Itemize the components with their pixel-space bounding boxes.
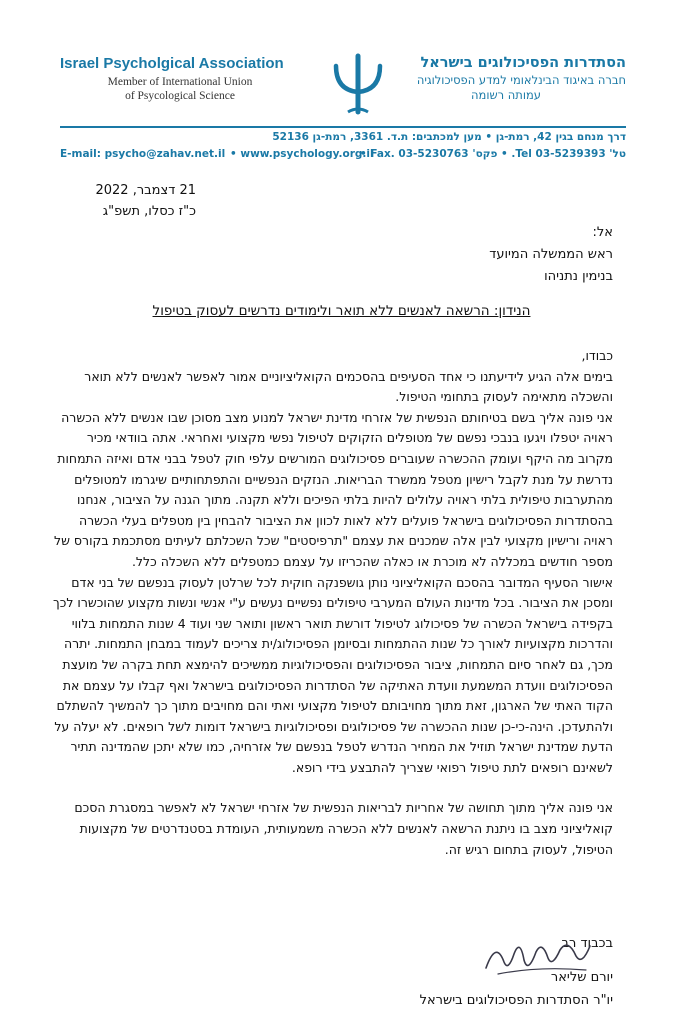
- recipient-title: ראש הממשלה המיועד: [489, 247, 613, 262]
- member-line-2: of Psycological Science: [125, 90, 235, 102]
- salutation: כבודו,: [581, 348, 613, 363]
- header-divider: [60, 126, 626, 128]
- psi-logo-icon: [322, 46, 394, 118]
- recipient-block: [53, 222, 613, 288]
- letterhead-hebrew: [386, 55, 626, 102]
- address-line: דרך מנחם בגין 42, רמת-גן • מען למכתבים: ת.ד. 3361, רמת-גן 52136: [272, 131, 626, 143]
- org-name-hebrew: הסתדרות הפסיכולוגים בישראל: [420, 55, 626, 71]
- letter-dates: [36, 180, 196, 222]
- signer-title: יו"ר הסתדרות הפסיכולוגים בישראל: [419, 993, 613, 1008]
- member-line-hebrew: חברה באיגוד הבינלאומי למדע הפסיכולוגיה: [416, 73, 626, 87]
- body-paragraph: אני פונה אליך בשם בטיחותם הנפשית של אזרחי מדינת ישראל למנוע מצב מסוכן שבו אנשים ללא הכשרה ראויה יטפלו ויגעו בנבכי נפשם של מטופלים הזקוקים לטיפול נפשי מקצועי ואחראי. אתה בוודאי מכיר מקרוב מה היקף ועומק ההכשרה שעוברים פסיכולוגים המורשים עלפי חוק לטפל בבני אדם ואיזה התמחות נדרשת על מנת לקבל רישיון מטפל ממשרד הבריאות. הנזקים הנפשיים והתפתחותיים שיגרמו למטופלים מהתערבות טיפולית בלתי ראויה עלולים להיות בלתי הפיכים וללא תקנה. מתוך הגנה על הציבור, אנחנו בהסתדרות הפסיכולוגים בישראל פועלים ללא לאות לכוון את הציבור להבחין בין מטפלים בעלי הכשרה ראויה ורישיון מקצועי לבין אלה שמכנים את עצמם "תרפיסטים" שכל השכלתם לעיתים מסתכמת בקורס של מספר חודשים במכללה לא מוכרת או כאלה שהכריזו על עצמם כמטפלים ללא השכלה כלל.: [53, 409, 613, 569]
- closing: בכבוד רב: [561, 936, 613, 951]
- letter-body: [50, 346, 613, 860]
- to-label: אל:: [592, 225, 613, 240]
- phone-number: טל' 03-5239393 Tel. • פקס': [472, 148, 626, 160]
- letter-subject: הנידון: הרשאה לאנשים ללא תואר ולימודים נדרשים לעסוק בטיפול: [152, 303, 531, 319]
- signer-block: [420, 966, 613, 1012]
- registered-line-hebrew: עמותה רשומה: [471, 88, 541, 102]
- fax-number: • Fax. 03-5230763: [360, 148, 469, 160]
- body-paragraph: בימים אלה הגיע לידיעתנו כי אחד הסעיפים בהסכמים הקואליציוניים אמור לאפשר לאנשים ללא תואר והשכלה מתאימה לעסוק בתחומי הטיפול.: [84, 368, 613, 405]
- member-line-1: Member of International Union: [107, 76, 253, 88]
- body-paragraph: אישור הסעיף המדובר בהסכם הקואליציוני נותן גושפנקה חוקית לכל שרלטן לעסוק בנפשם של בני אדם ומסכן את הציבור. בכל מדינות העולם המערבי טיפולים נפשיים נעשים ע"י אנשי ונשות מקצוע שהוכשרו לכך בקפידה בישראל הכשרה של פסיכולוג לטיפול דורשת תואר ראשון ותואר שני ועוד 4 שנות התמחות בלווי והדרכות מקצועיות לאורך כל שנות ההתמחות ובסיומן הפסיכולוג/ית צריכים לעמוד במבחן התמחות. יתרה מכך, גם לאחר סיום התמחות, ציבור הפסיכולוגים והפסיכולוגיות ממשיכים להימצא תחת בקרה של מועצת הפסיכולוגים וועדת המשמעת וועדת האתיקה של הסתדרות הפסיכולוגים בישראל ואף קבלו על עצמם את הקוד האתי של הארגון, זאת מתוך מחויבותם לטיפול מקצועי ואתי והם מחויבים מתוך כך להמשיך להשתלם ולהתעדכן. הינה-כי-כן שנות ההכשרה של פסיכולוגים ופסיכולוגיות בישראל דומות לשל רופאים. לא יעלה על הדעת שמדינת ישראל תוזיל את המחיר הנדרש לטפל בנפשם של אזרחיה, כמו שלא יתכן שהמדינה תתיר לשאינם רופאים לתת טיפול רפואי שצריך להתבצע בידי רופא.: [53, 574, 613, 775]
- website-link[interactable]: • www.psychology.org.il: [230, 148, 374, 160]
- date-gregorian: 21 דצמבר, 2022: [95, 183, 196, 198]
- signer-name: יורם שליאר: [550, 970, 613, 985]
- recipient-name: בנימין נתניהו: [544, 269, 613, 284]
- contact-line: [60, 148, 626, 164]
- letterhead-english: [60, 55, 300, 103]
- email-link[interactable]: E-mail: psycho@zahav.net.il: [60, 148, 226, 160]
- body-paragraph: אני פונה אליך מתוך תחושה של אחריות לבריאות הנפשית של אזרחי ישראל לא לאפשר במסגרת הסכם קואליציוני מצב בו ניתנת הרשאה לאנשים ללא הכשרה משמעותית, העומדת בסטנדרטים של מקצועות הטיפול, לעסוק בתחום רגיש זה.: [74, 800, 613, 857]
- org-name-english: Israel Psycholgical Association: [60, 55, 284, 72]
- date-hebrew: כ"ז כסלו, תשפ"ג: [102, 204, 196, 219]
